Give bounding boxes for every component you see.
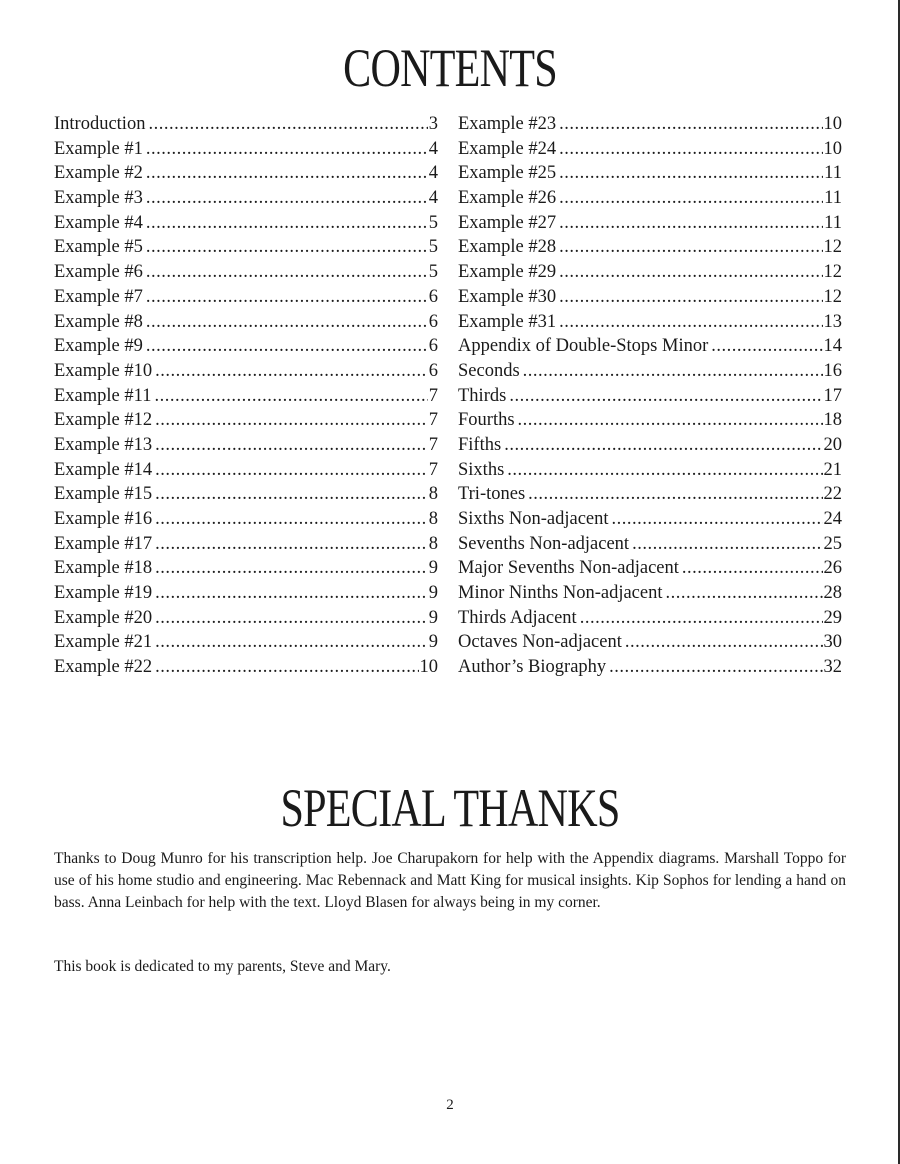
toc-entry-page: 21 [823, 459, 842, 480]
toc-dot-leader [632, 532, 822, 557]
toc-dot-leader [155, 532, 428, 557]
toc-entry [54, 532, 438, 557]
toc-entry-label: Example #2 [54, 163, 143, 184]
toc-dot-leader [155, 408, 428, 433]
toc-dot-leader [612, 507, 823, 532]
toc-entry-label: Example #19 [54, 583, 153, 604]
toc-entry-label: Example #12 [54, 410, 153, 431]
toc-entry-page: 5 [428, 237, 438, 258]
toc-dot-leader [155, 655, 418, 680]
toc-entry [458, 137, 842, 162]
toc-dot-leader [155, 359, 428, 384]
toc-entry [458, 458, 842, 483]
toc-entry [458, 482, 842, 507]
toc-dot-leader [523, 359, 823, 384]
toc-entry-label: Example #4 [54, 212, 143, 233]
toc-entry-label: Example #31 [458, 311, 557, 332]
toc-entry-label: Seconds [458, 360, 520, 381]
special-thanks-body: Thanks to Doug Munro for his transcription help. Joe Charupakorn for help with the Appendix diagrams. Marshall Toppo for use of his home studio and engineering. Mac Rebennack and Matt King for musical insights. Kip Sophos for lending a hand on bass. Anna Leinbach for help with the text. Lloyd Blasen for always being in my corner. [54, 850, 846, 911]
toc-dot-leader [146, 235, 428, 260]
toc-entry-page: 24 [823, 509, 842, 529]
toc-dot-leader [580, 606, 823, 631]
toc-entry-page: 17 [823, 385, 842, 406]
toc-entry [54, 482, 438, 507]
toc-entry-page: 10 [823, 114, 842, 134]
toc-entry-page: 18 [823, 410, 842, 431]
toc-entry-page: 6 [428, 360, 438, 381]
toc-entry-label: Sevenths Non-adjacent [458, 533, 630, 554]
toc-dot-leader [146, 186, 428, 211]
toc-entry-page: 9 [428, 583, 438, 604]
toc-entry [458, 655, 842, 680]
toc-entry-label: Example #9 [54, 336, 143, 357]
toc-dot-leader [528, 482, 822, 507]
toc-entry-label: Example #17 [54, 533, 153, 554]
toc-entry [458, 211, 842, 236]
toc-entry [458, 433, 842, 458]
toc-entry [458, 235, 842, 260]
toc-dot-leader [146, 137, 428, 162]
toc-entry-label: Example #15 [54, 484, 153, 505]
toc-entry [54, 581, 438, 606]
toc-entry-page: 22 [823, 484, 842, 505]
page-number: 2 [446, 1097, 454, 1113]
toc-entry-label: Example #21 [54, 632, 153, 653]
toc-dot-leader [155, 507, 428, 532]
toc-dot-leader [146, 211, 428, 236]
toc-dot-leader [559, 186, 823, 211]
toc-entry-label: Thirds [458, 385, 507, 406]
toc-dot-leader [155, 606, 428, 631]
toc-entry-page: 25 [823, 533, 842, 554]
toc-dot-leader [155, 556, 428, 581]
toc-dot-leader [609, 655, 822, 680]
toc-entry-label: Thirds Adjacent [458, 607, 577, 628]
toc-entry-label: Example #3 [54, 188, 143, 209]
toc-entry-label: Sixths Non-adjacent [458, 509, 609, 529]
toc-entry-label: Octaves Non-adjacent [458, 632, 622, 653]
toc-entry-label: Example #22 [54, 657, 153, 678]
toc-entry-page: 9 [428, 607, 438, 628]
toc-entry-page: 30 [823, 632, 842, 653]
toc-dot-leader [559, 161, 823, 186]
toc-entry-page: 4 [428, 163, 438, 184]
toc-entry [458, 606, 842, 631]
toc-entry-label: Example #1 [54, 138, 143, 159]
toc-entry-page: 9 [428, 632, 438, 653]
toc-entry [54, 137, 438, 162]
toc-entry [458, 186, 842, 211]
toc-entry-page: 7 [428, 385, 438, 406]
toc-entry [458, 408, 842, 433]
toc-entry [54, 235, 438, 260]
toc-entry-label: Example #26 [458, 188, 557, 209]
toc-dot-leader [559, 137, 822, 162]
toc-entry-label: Sixths [458, 459, 505, 480]
toc-dot-leader [155, 630, 428, 655]
toc-dot-leader [504, 433, 822, 458]
toc-entry-label: Example #6 [54, 262, 143, 283]
toc-entry-page: 14 [823, 336, 842, 357]
toc-entry [54, 408, 438, 433]
toc-entry-page: 8 [428, 509, 438, 529]
toc-dot-leader [559, 112, 822, 137]
toc-dot-leader [155, 458, 428, 483]
toc-entry-page: 20 [823, 434, 842, 455]
toc-dot-leader [155, 433, 428, 458]
toc-dot-leader [154, 384, 427, 409]
toc-entry-page: 4 [428, 138, 438, 159]
toc-dot-leader [155, 482, 428, 507]
toc-entry-label: Major Sevenths Non-adjacent [458, 558, 679, 579]
toc-dot-leader [155, 581, 428, 606]
toc-entry-page: 26 [823, 558, 842, 579]
toc-entry-page: 16 [823, 360, 842, 381]
toc-dot-leader [559, 211, 823, 236]
toc-entry-page: 4 [428, 188, 438, 209]
toc-entry-page: 6 [428, 286, 438, 307]
toc-entry [54, 334, 438, 359]
toc-entry [458, 556, 842, 581]
toc-entry-page: 11 [824, 163, 842, 184]
toc-entry-page: 29 [823, 607, 842, 628]
toc-entry-page: 7 [428, 434, 438, 455]
toc-entry [54, 310, 438, 335]
toc-entry [458, 112, 842, 137]
toc-entry-page: 11 [824, 212, 842, 233]
toc-entry-label: Example #16 [54, 509, 153, 529]
toc-dot-leader [148, 112, 427, 137]
toc-dot-leader [559, 285, 822, 310]
toc-entry [54, 211, 438, 236]
contents-heading: CONTENTS [343, 38, 557, 98]
toc-dot-leader [682, 556, 823, 581]
toc-entry [54, 556, 438, 581]
toc-entry-label: Appendix of Double-Stops Minor [458, 336, 709, 357]
toc-entry-label: Minor Ninths Non-adjacent [458, 583, 663, 604]
toc-dot-leader [507, 458, 822, 483]
toc-entry [458, 285, 842, 310]
toc-entry-page: 3 [428, 114, 438, 134]
toc-entry [458, 310, 842, 335]
toc-entry [458, 630, 842, 655]
toc-dot-leader [146, 161, 428, 186]
toc-entry [54, 507, 438, 532]
toc-entry [54, 161, 438, 186]
toc-entry-label: Example #27 [458, 212, 557, 233]
toc-entry-label: Example #13 [54, 434, 153, 455]
toc-dot-leader [509, 384, 822, 409]
toc-entry-label: Example #18 [54, 558, 153, 579]
toc-entry [54, 186, 438, 211]
toc-dot-leader [518, 408, 823, 433]
toc-entry-label: Example #28 [458, 237, 557, 258]
toc-entry [54, 112, 438, 137]
toc-entry [54, 359, 438, 384]
toc-entry [54, 655, 438, 680]
toc-entry-label: Example #29 [458, 262, 557, 283]
toc-right-column [458, 112, 842, 680]
toc-dot-leader [559, 260, 822, 285]
toc-entry-page: 8 [428, 484, 438, 505]
dedication-text: This book is dedicated to my parents, Steve and Mary. [54, 958, 391, 975]
toc-dot-leader [146, 285, 428, 310]
toc-entry [458, 260, 842, 285]
toc-entry-page: 7 [428, 410, 438, 431]
toc-entry-page: 8 [428, 533, 438, 554]
toc-left-column [54, 112, 438, 680]
toc-entry [54, 384, 438, 409]
toc-entry [458, 581, 842, 606]
toc-entry [54, 630, 438, 655]
toc-entry [54, 260, 438, 285]
toc-entry-page: 10 [419, 657, 438, 678]
toc-dot-leader [711, 334, 822, 359]
toc-dot-leader [146, 310, 428, 335]
toc-entry-label: Author’s Biography [458, 657, 607, 678]
toc-entry-label: Example #24 [458, 138, 557, 159]
toc-dot-leader [146, 260, 428, 285]
toc-entry-label: Example #11 [54, 385, 152, 406]
toc-entry-label: Example #23 [458, 114, 557, 134]
toc-entry-label: Example #10 [54, 360, 153, 381]
toc-entry-page: 12 [823, 286, 842, 307]
toc-entry [458, 507, 842, 532]
toc-entry-label: Example #7 [54, 286, 143, 307]
toc-entry [54, 458, 438, 483]
toc-entry-label: Example #5 [54, 237, 143, 258]
toc-entry-page: 10 [823, 138, 842, 159]
toc-entry-page: 9 [428, 558, 438, 579]
toc-entry-page: 28 [823, 583, 842, 604]
toc-entry-page: 12 [823, 262, 842, 283]
toc-entry [458, 532, 842, 557]
toc-entry [54, 433, 438, 458]
toc-entry [54, 285, 438, 310]
toc-dot-leader [146, 334, 428, 359]
toc-entry-page: 11 [824, 188, 842, 209]
special-thanks-heading: SPECIAL THANKS [280, 778, 620, 838]
toc-entry-label: Example #20 [54, 607, 153, 628]
toc-dot-leader [559, 235, 822, 260]
toc-entry-page: 12 [823, 237, 842, 258]
toc-entry-page: 7 [428, 459, 438, 480]
toc-dot-leader [559, 310, 822, 335]
toc-entry [458, 384, 842, 409]
toc-entry [54, 606, 438, 631]
toc-entry [458, 334, 842, 359]
toc-entry-label: Example #25 [458, 163, 557, 184]
toc-entry-page: 5 [428, 212, 438, 233]
toc-entry-page: 13 [823, 311, 842, 332]
toc-entry-label: Example #14 [54, 459, 153, 480]
toc-entry-label: Introduction [54, 114, 146, 134]
toc-entry [458, 359, 842, 384]
toc-entry-label: Example #8 [54, 311, 143, 332]
toc-entry-page: 32 [823, 657, 842, 678]
toc-dot-leader [625, 630, 823, 655]
toc-dot-leader [666, 581, 823, 606]
toc-entry-label: Example #30 [458, 286, 557, 307]
toc-entry [458, 161, 842, 186]
toc-entry-label: Fourths [458, 410, 515, 431]
toc-entry-page: 6 [428, 311, 438, 332]
toc-entry-page: 6 [428, 336, 438, 357]
toc-entry-label: Fifths [458, 434, 502, 455]
toc-entry-page: 5 [428, 262, 438, 283]
toc-entry-label: Tri-tones [458, 484, 526, 505]
